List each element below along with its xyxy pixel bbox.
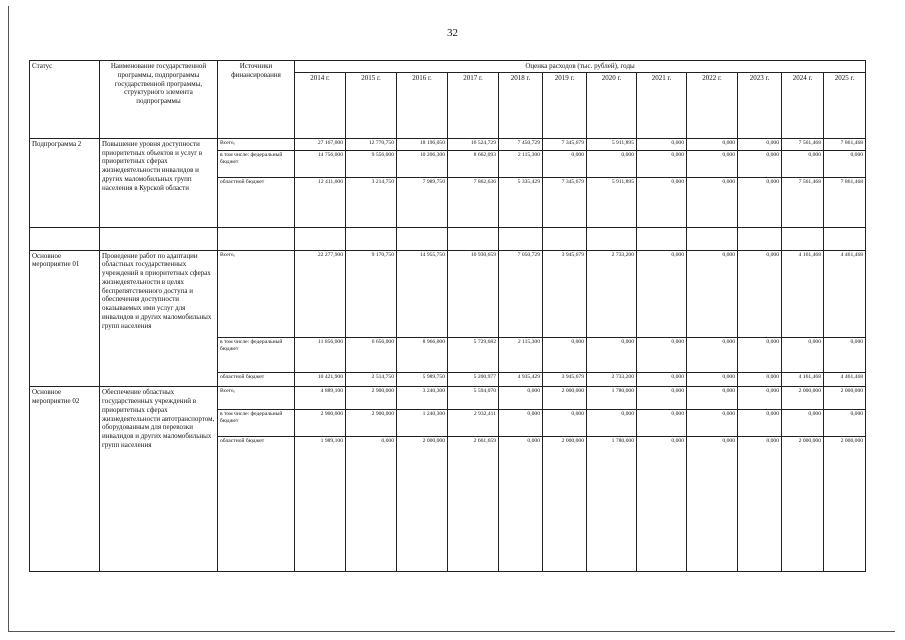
value-cell: 7 345,679 — [543, 178, 587, 228]
value-cell: 0,000 — [782, 151, 824, 178]
section-status: Подпрограмма 2 — [30, 138, 100, 227]
value-cell: 7 345,679 — [543, 138, 587, 150]
value-cell: 0,000 — [687, 337, 738, 372]
source-cell: областной бюджет — [218, 178, 295, 228]
value-cell: 2 661,659 — [448, 437, 499, 572]
source-cell: Всего, — [218, 250, 295, 337]
value-cell: 0,000 — [738, 410, 782, 437]
value-cell: 14 955,750 — [397, 250, 448, 337]
value-cell: 10 930,659 — [448, 250, 499, 337]
value-cell: 0,000 — [738, 437, 782, 572]
value-cell: 4 889,100 — [295, 387, 346, 410]
value-cell: 2 514,750 — [346, 372, 397, 387]
value-cell: 0,000 — [738, 387, 782, 410]
value-cell: 6 656,000 — [346, 337, 397, 372]
value-cell: 9 556,000 — [346, 151, 397, 178]
year-header: 2021 г. — [637, 72, 687, 138]
value-cell: 7 561,468 — [782, 178, 824, 228]
section-name: Обеспечение областных государственных учреждений в приоритетных сферах жизнедеятельности автотранспортом, оборудованным для перевозки инвалидов и других маломобильных групп населения — [100, 387, 218, 572]
value-cell: 9 170,750 — [346, 250, 397, 337]
value-cell: 0,000 — [824, 151, 866, 178]
year-header: 2024 г. — [782, 72, 824, 138]
value-cell: 10 421,900 — [295, 372, 346, 387]
value-cell: 5 200,977 — [448, 372, 499, 387]
budget-table — [29, 60, 866, 572]
value-cell: 0,000 — [687, 151, 738, 178]
value-cell: 5 335,429 — [499, 178, 543, 228]
value-cell: 2 000,000 — [824, 437, 866, 572]
year-header: 2018 г. — [499, 72, 543, 138]
value-cell: 1 780,000 — [587, 387, 637, 410]
value-cell: 0,000 — [738, 151, 782, 178]
source-cell: областной бюджет — [218, 437, 295, 572]
value-cell: 0,000 — [499, 410, 543, 437]
value-cell: 5 594,070 — [448, 387, 499, 410]
value-cell: 0,000 — [543, 410, 587, 437]
value-cell: 27 167,000 — [295, 138, 346, 150]
value-cell: 0,000 — [738, 178, 782, 228]
value-cell: 0,000 — [587, 337, 637, 372]
value-cell: 4 461,468 — [824, 372, 866, 387]
header-name: Наименование государственной программы, подпрограммы государственной программы, структурного элемента подпрограммы — [100, 61, 218, 139]
value-cell: 0,000 — [738, 337, 782, 372]
year-header: 2025 г. — [824, 72, 866, 138]
value-cell: 0,000 — [738, 250, 782, 337]
value-cell: 0,000 — [543, 151, 587, 178]
year-header: 2014 г. — [295, 72, 346, 138]
value-cell: 2 000,000 — [543, 387, 587, 410]
value-cell: 0,000 — [637, 387, 687, 410]
value-cell: 0,000 — [637, 410, 687, 437]
value-cell: 16 524,729 — [448, 138, 499, 150]
value-cell: 0,000 — [637, 437, 687, 572]
source-cell: в том числе: федеральный бюджет — [218, 410, 295, 437]
value-cell: 2 115,300 — [499, 337, 543, 372]
source-cell: областной бюджет — [218, 372, 295, 387]
value-cell: 7 050,729 — [499, 250, 543, 337]
table-row — [30, 250, 866, 337]
value-cell: 0,000 — [499, 437, 543, 572]
year-header: 2023 г. — [738, 72, 782, 138]
value-cell: 0,000 — [687, 138, 738, 150]
value-cell: 2 000,000 — [782, 387, 824, 410]
value-cell: 2 733,200 — [587, 372, 637, 387]
value-cell: 8 662,093 — [448, 151, 499, 178]
value-cell: 0,000 — [687, 372, 738, 387]
value-cell: 0,000 — [782, 337, 824, 372]
value-cell: 0,000 — [738, 372, 782, 387]
source-cell: Всего, — [218, 387, 295, 410]
value-cell: 2 900,000 — [295, 410, 346, 437]
section-name: Повышение уровня доступности приоритетных объектов и услуг в приоритетных сферах жизнедеятельности инвалидов и других маломобильных групп населения в Курской области — [100, 138, 218, 227]
value-cell: 0,000 — [637, 337, 687, 372]
value-cell: 0,000 — [738, 138, 782, 150]
value-cell: 4 161,468 — [782, 372, 824, 387]
value-cell: 1 240,300 — [397, 410, 448, 437]
value-cell: 7 561,468 — [782, 138, 824, 150]
value-cell: 14 756,000 — [295, 151, 346, 178]
table-row — [30, 387, 866, 410]
value-cell: 5 911,895 — [587, 178, 637, 228]
year-header: 2017 г. — [448, 72, 499, 138]
value-cell: 0,000 — [346, 437, 397, 572]
value-cell: 2 932,411 — [448, 410, 499, 437]
value-cell: 4 461,468 — [824, 250, 866, 337]
value-cell: 3 945,679 — [543, 250, 587, 337]
value-cell: 7 861,468 — [824, 138, 866, 150]
value-cell: 0,000 — [637, 372, 687, 387]
value-cell: 1 989,100 — [295, 437, 346, 572]
value-cell: 22 277,900 — [295, 250, 346, 337]
value-cell: 2 733,200 — [587, 250, 637, 337]
value-cell: 7 450,729 — [499, 138, 543, 150]
value-cell: 0,000 — [637, 250, 687, 337]
source-cell: Всего, — [218, 138, 295, 150]
value-cell: 0,000 — [824, 337, 866, 372]
value-cell: 0,000 — [782, 410, 824, 437]
value-cell: 18 196,050 — [397, 138, 448, 150]
source-cell: в том числе: федеральный бюджет — [218, 151, 295, 178]
value-cell: 0,000 — [499, 387, 543, 410]
value-cell: 5 729,682 — [448, 337, 499, 372]
section-status: Основное мероприятие 02 — [30, 387, 100, 572]
header-sources: Источники финансирования — [218, 61, 295, 139]
value-cell: 4 935,429 — [499, 372, 543, 387]
value-cell: 2 000,000 — [543, 437, 587, 572]
year-header: 2016 г. — [397, 72, 448, 138]
value-cell: 0,000 — [637, 138, 687, 150]
value-cell: 11 856,000 — [295, 337, 346, 372]
page-number: 32 — [447, 27, 458, 39]
value-cell: 2 900,000 — [346, 410, 397, 437]
value-cell: 0,000 — [824, 410, 866, 437]
value-cell: 3 945,679 — [543, 372, 587, 387]
header-estimate: Оценка расходов (тыс. рублей), годы — [295, 61, 866, 73]
section-name: Проведение работ по адаптации областных государственных учреждений в приоритетных сферах жизнедеятельности в целях беспрепятственного доступа и обеспечения доступности оказываемых ими услуг для инвалидов и других маломобильных групп населения — [100, 250, 218, 387]
year-header: 2022 г. — [687, 72, 738, 138]
value-cell: 2 115,300 — [499, 151, 543, 178]
value-cell: 0,000 — [687, 250, 738, 337]
year-header: 2015 г. — [346, 72, 397, 138]
year-header: 2019 г. — [543, 72, 587, 138]
value-cell: 5 911,895 — [587, 138, 637, 150]
section-status: Основное мероприятие 01 — [30, 250, 100, 387]
value-cell: 7 861,468 — [824, 178, 866, 228]
source-cell: в том числе: федеральный бюджет — [218, 337, 295, 372]
value-cell: 0,000 — [543, 337, 587, 372]
table-row — [30, 138, 866, 150]
header-status: Статус — [30, 61, 100, 139]
value-cell: 0,000 — [687, 178, 738, 228]
value-cell: 2 000,000 — [397, 437, 448, 572]
value-cell: 0,000 — [687, 437, 738, 572]
value-cell: 1 780,000 — [587, 437, 637, 572]
value-cell: 7 862,636 — [448, 178, 499, 228]
value-cell: 2 900,000 — [346, 387, 397, 410]
value-cell: 12 770,750 — [346, 138, 397, 150]
value-cell: 0,000 — [687, 387, 738, 410]
value-cell: 2 000,000 — [824, 387, 866, 410]
value-cell: 10 206,300 — [397, 151, 448, 178]
value-cell: 0,000 — [587, 410, 637, 437]
spacer-row — [30, 227, 866, 250]
value-cell: 0,000 — [687, 410, 738, 437]
value-cell: 12 411,000 — [295, 178, 346, 228]
value-cell: 3 240,300 — [397, 387, 448, 410]
value-cell: 7 989,750 — [397, 178, 448, 228]
value-cell: 0,000 — [587, 151, 637, 178]
value-cell: 8 966,000 — [397, 337, 448, 372]
value-cell: 2 000,000 — [782, 437, 824, 572]
value-cell: 3 214,750 — [346, 178, 397, 228]
value-cell: 0,000 — [637, 178, 687, 228]
value-cell: 0,000 — [637, 151, 687, 178]
value-cell: 5 989,750 — [397, 372, 448, 387]
year-header: 2020 г. — [587, 72, 637, 138]
value-cell: 4 161,468 — [782, 250, 824, 337]
